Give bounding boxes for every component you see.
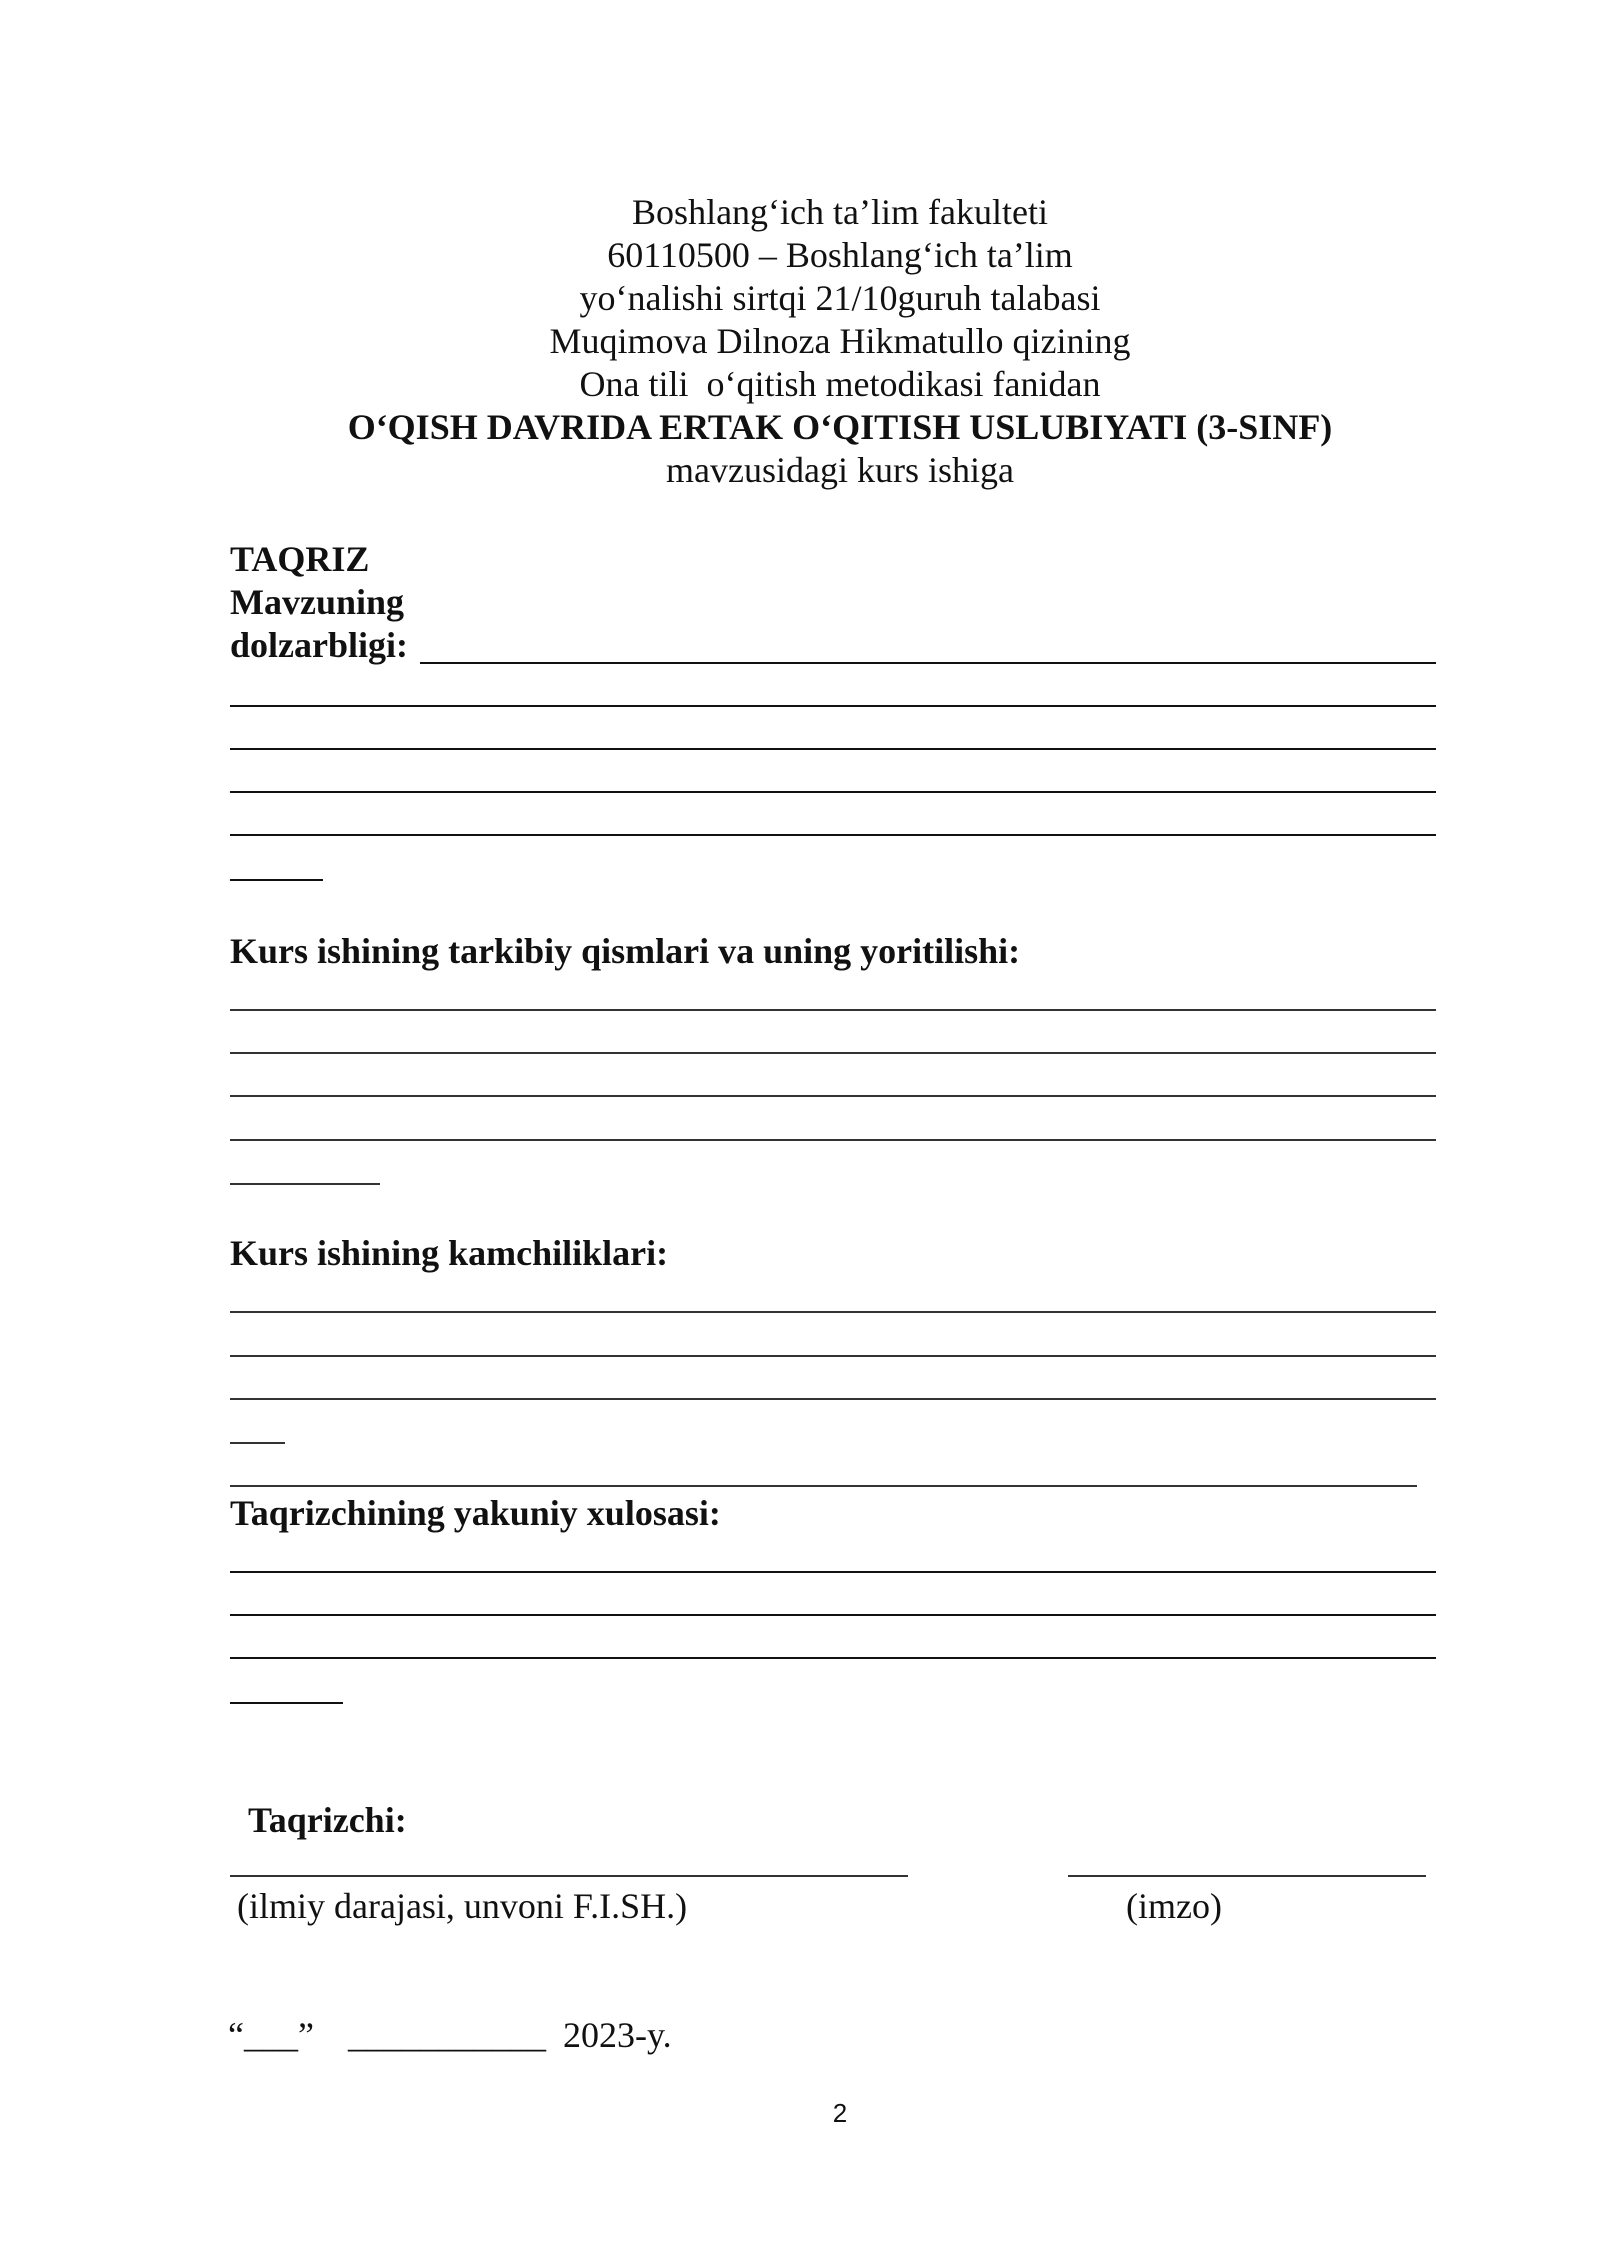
- signature-line[interactable]: [1068, 1875, 1426, 1877]
- conclusion-answer-line[interactable]: [230, 1571, 1436, 1573]
- conclusion-label: Taqrizchining yakuniy xulosasi:: [230, 1493, 721, 1533]
- date-day-blank[interactable]: “___”: [228, 2015, 314, 2055]
- faculty-line: Boshlang‘ich ta’lim fakulteti: [632, 192, 1048, 232]
- topic-suffix: mavzusidagi kurs ishiga: [666, 450, 1014, 490]
- shortcomings-answer-line[interactable]: [230, 1355, 1436, 1357]
- date-month-blank[interactable]: ___________: [348, 2015, 546, 2055]
- relevance-answer-line[interactable]: [420, 662, 1436, 664]
- conclusion-answer-line[interactable]: [230, 1702, 343, 1704]
- shortcomings-answer-line[interactable]: [230, 1442, 285, 1444]
- topic-title: O‘QISH DAVRIDA ERTAK O‘QITISH USLUBIYATI (3-SINF): [347, 407, 1333, 447]
- relevance-answer-line[interactable]: [230, 834, 1436, 836]
- group-line: yo‘nalishi sirtqi 21/10guruh talabasi: [579, 278, 1101, 318]
- structure-answer-line[interactable]: [230, 1052, 1436, 1054]
- student-line: Muqimova Dilnoza Hikmatullo qizining: [549, 321, 1131, 361]
- credentials-line[interactable]: [230, 1875, 908, 1877]
- reviewer-label: Taqrizchi:: [248, 1800, 407, 1840]
- program-line: 60110500 – Boshlang‘ich ta’lim: [607, 235, 1073, 275]
- structure-answer-line[interactable]: [230, 1183, 380, 1185]
- signature-caption: (imzo): [1126, 1886, 1222, 1926]
- conclusion-answer-line[interactable]: [230, 1657, 1436, 1659]
- relevance-answer-line[interactable]: [230, 791, 1436, 793]
- document-header: [0, 191, 1600, 492]
- relevance-label-line1: Mavzuning: [230, 582, 405, 622]
- subject-line: Ona tili o‘qitish metodikasi fanidan: [579, 364, 1101, 404]
- relevance-answer-line[interactable]: [230, 748, 1436, 750]
- shortcomings-label: Kurs ishining kamchiliklari:: [230, 1233, 669, 1273]
- structure-label: Kurs ishining tarkibiy qismlari va uning yoritilishi:: [230, 931, 1021, 971]
- shortcomings-answer-line[interactable]: [230, 1485, 1417, 1487]
- relevance-answer-line[interactable]: [230, 879, 323, 881]
- relevance-label-line2: dolzarbligi:: [230, 625, 408, 665]
- review-title: TAQRIZ: [230, 539, 370, 579]
- structure-answer-line[interactable]: [230, 1095, 1436, 1097]
- conclusion-answer-line[interactable]: [230, 1614, 1436, 1616]
- relevance-answer-line[interactable]: [230, 705, 1436, 707]
- shortcomings-answer-line[interactable]: [230, 1311, 1436, 1313]
- structure-answer-line[interactable]: [230, 1139, 1436, 1141]
- date-year: 2023-y.: [563, 2015, 672, 2055]
- credentials-caption: (ilmiy darajasi, unvoni F.I.SH.): [237, 1886, 688, 1926]
- structure-answer-line[interactable]: [230, 1009, 1436, 1011]
- shortcomings-answer-line[interactable]: [230, 1398, 1436, 1400]
- page-number: 2: [832, 2098, 848, 2128]
